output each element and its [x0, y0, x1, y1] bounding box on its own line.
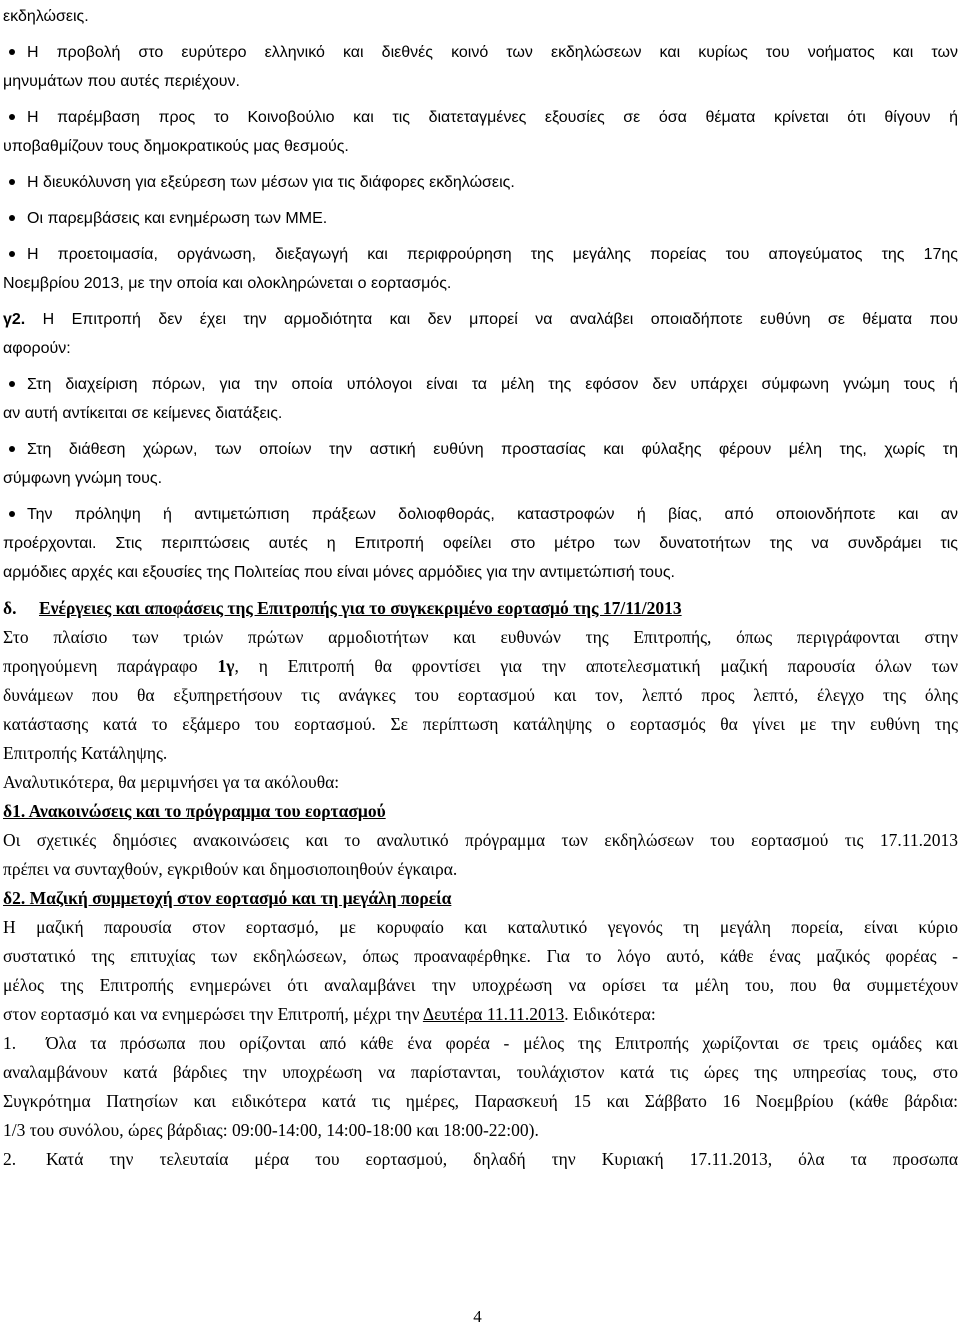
bullet-item: [3, 240, 958, 298]
bullet-icon: [9, 511, 15, 517]
text-line: Κατά την τελευταία μέρα του εορτασμού, δηλαδή την Κυριακή 17.11.2013, όλα τα προσωπα: [46, 1149, 958, 1169]
text-line: Οι παρεμβάσεις και ενημέρωση των ΜΜΕ.: [27, 210, 328, 227]
bullet-icon: [9, 114, 15, 120]
bullet-item: [3, 204, 958, 233]
section-heading: Ενέργειες και αποφάσεις της Επιτροπής για το συγκεκριμένο εορτασμό της 17/11/2013: [39, 598, 682, 618]
bullet-item: [3, 103, 958, 161]
text-line: αφορούν:: [3, 340, 71, 357]
text-line: κατάστασης κατά το εξάμερο του εορτασμού. Σε περίπτωση κατάληψης ο εορτασμός θα γίνει με την ευθύνη της: [3, 714, 958, 734]
text-line: Νοεμβρίου 2013, με την οποία και ολοκληρώνεται ο εορτασμός.: [3, 275, 452, 292]
page-number: 4: [473, 1307, 482, 1326]
text-line: αρμόδιες αρχές και εξουσίες της Πολιτείας που είναι μόνες αρμόδιες για την αντιμετώπισή τους.: [3, 564, 675, 581]
section-label: δ.: [3, 598, 17, 618]
bullet-icon: [9, 446, 15, 452]
text-line: Στη διάθεση χώρων, των οποίων την αστική ευθύνη προστασίας και φύλαξης φέρουν μέλη της, χωρίς τη: [27, 441, 958, 458]
item-number: 2.: [3, 1149, 17, 1169]
section-heading: δ1. Ανακοινώσεις και το πρόγραμμα του εορτασμού: [3, 801, 386, 821]
text-line: Όλα τα πρόσωπα που ορίζονται από κάθε ένα φορέα - μέλος της Επιτροπής χωρίζονται σε τρεις ομάδες και: [46, 1033, 958, 1053]
reference-label: 1γ: [217, 656, 235, 676]
bullet-item: [3, 38, 958, 96]
numbered-item: [3, 1145, 958, 1174]
document-page: [3, 2, 958, 1174]
deadline-date: Δευτέρα 11.11.2013: [422, 1004, 565, 1024]
text-line: Η διευκόλυνση για εξεύρεση των μέσων για τις διάφορες εκδηλώσεις.: [27, 174, 515, 191]
text-line: Στη διαχείριση πόρων, για την οποία υπόλογοι είναι τα μέλη της εφόσον δεν υπάρχει σύμφωνη γνώμη τους ή: [27, 376, 958, 393]
section-g2: [3, 305, 958, 363]
text-line: 1/3 του συνόλου, ώρες βάρδιας: 09:00-14:00, 14:00-18:00 και 18:00-22:00).: [3, 1120, 539, 1140]
text-line: Η μαζική παρουσία στον εορτασμό, με κορυφαίο και καταλυτικό γεγονός τη μεγάλη πορεία, είναι κύριο: [3, 917, 958, 937]
text-line: Στο πλαίσιο των τριών πρώτων αρμοδιοτήτων και ευθυνών της Επιτροπής, όπως περιγράφονται στην: [3, 627, 958, 647]
numbered-item: [3, 1029, 958, 1145]
text-line: Η προετοιμασία, οργάνωση, διεξαγωγή και περιφρούρηση της μεγάλης πορείας του απογεύματος της 17ης: [27, 246, 958, 263]
section-d2: [3, 884, 958, 1029]
bullet-item: [3, 500, 958, 587]
section-label: γ2.: [3, 311, 26, 328]
text-line: , η Επιτροπή θα φροντίσει για την αποτελεσματική μαζική παρουσία όλων των: [234, 656, 958, 676]
bullet-icon: [9, 49, 15, 55]
text-line: Την πρόληψη ή αντιμετώπιση πράξεων δολιοφθοράς, καταστροφών ή βίας, από οποιονδήποτε και αν: [27, 506, 958, 523]
text-line: πρέπει να συνταχθούν, εγκριθούν και δημοσιοποιηθούν έγκαιρα.: [3, 859, 458, 879]
text-line: συστατικό της επιτυχίας των εκδηλώσεων, όπως προαναφέρθηκε. Για το λόγο αυτό, κάθε ένας μαζικός φορέας -: [3, 946, 958, 966]
text-line: σύμφωνη γνώμη τους.: [3, 470, 163, 487]
text-line: αναλαμβάνουν κατά βάρδιες την υποχρέωση να παρίστανται, τουλάχιστον κατά τις ώρες της υπηρεσίας τους, στο: [3, 1062, 958, 1082]
bullet-item: [3, 435, 958, 493]
bullet-item: [3, 370, 958, 428]
bullet-icon: [9, 381, 15, 387]
bullet-item: [3, 168, 958, 197]
text-line: στον εορτασμό και να ενημερώσει την Επιτροπή, μέχρι την: [3, 1004, 423, 1024]
section-delta: [3, 594, 958, 797]
text-line: . Ειδικότερα:: [564, 1004, 656, 1024]
text-line: Συγκρότημα Πατησίων και ειδικότερα κατά τις ημέρες, Παρασκευή 15 και Σάββατο 16 Νοεμβρίου (κάθε βάρδια:: [3, 1091, 958, 1111]
text-line: Οι σχετικές δημόσιες ανακοινώσεις και το αναλυτικό πρόγραμμα των εκδηλώσεων του εορτασμού τις 17.11.2013: [3, 830, 958, 850]
text-line: αν αυτή αντίκειται σε κείμενες διατάξεις.: [3, 405, 283, 422]
section-d1: [3, 797, 958, 884]
section-heading: δ2. Μαζική συμμετοχή στον εορτασμό και τη μεγάλη πορεία: [3, 888, 452, 908]
text-line: μηνυμάτων που αυτές περιέχουν.: [3, 73, 240, 90]
text-line: μέλος της Επιτροπής ενημερώνει ότι αναλαμβάνει την υποχρέωση να ορίσει τα μέλη του, που θα συμμετέχουν: [3, 975, 958, 995]
text-line: εκδηλώσεις.: [3, 8, 89, 25]
text-line: Επιτροπής Κατάληψης.: [3, 743, 168, 763]
bullet-icon: [9, 251, 15, 257]
text-line: Η Επιτροπή δεν έχει την αρμοδιότητα και δεν μπορεί να αναλάβει οποιαδήποτε ευθύνη σε θέματα που: [42, 311, 959, 328]
text-line: προέρχονται. Στις περιπτώσεις αυτές η Επιτροπή οφείλει στο μέτρο των δυνατοτήτων της να συνδράμει τις: [3, 535, 958, 552]
text-line: Αναλυτικότερα, θα μεριμνήσει γα τα ακόλουθα:: [3, 772, 340, 792]
text-line: προηγούμενη παράγραφο: [3, 656, 218, 676]
text-line: υποβαθμίζουν τους δημοκρατικούς μας θεσμούς.: [3, 138, 349, 155]
bullet-icon: [9, 215, 15, 221]
text-line: δυνάμεων που θα εξυπηρετήσουν τις ανάγκες του εορτασμού και τον, λεπτό προς λεπτό, έλεγχο της όλης: [3, 685, 958, 705]
text-line: Η παρέμβαση προς το Κοινοβούλιο και τις διατεταγμένες εξουσίες σε όσα θέματα κρίνεται ότι θίγουν ή: [27, 109, 958, 126]
bullet-icon: [9, 179, 15, 185]
item-number: 1.: [3, 1033, 17, 1053]
text-line: Η προβολή στο ευρύτερο ελληνικό και διεθνές κοινό των εκδηλώσεων και κυρίως του νοήματος και των: [27, 44, 958, 61]
